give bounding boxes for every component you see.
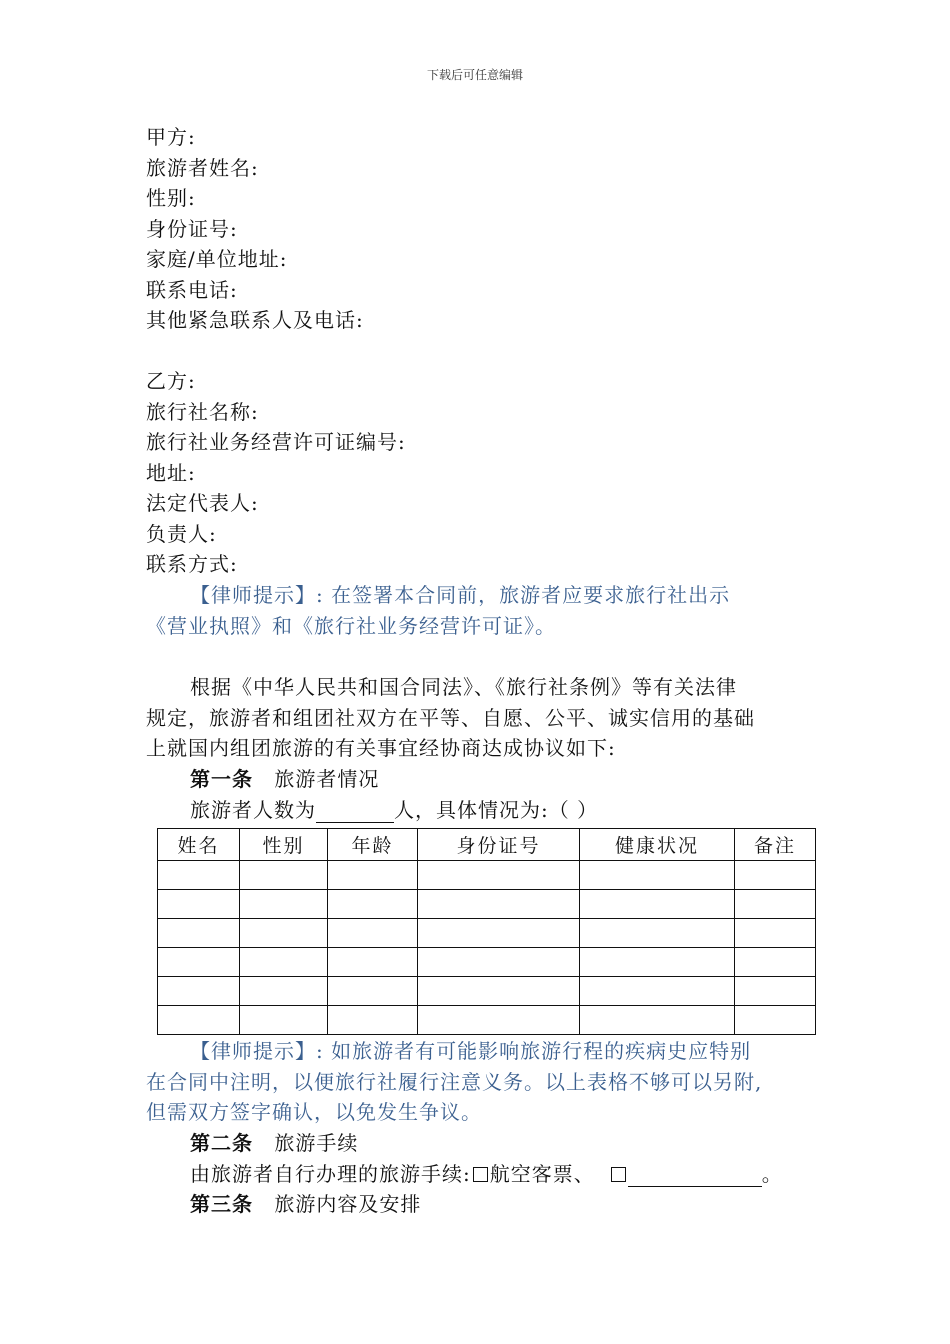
party-a-field-id: 身份证号: <box>146 217 238 241</box>
table-cell[interactable] <box>418 1006 580 1035</box>
traveler-table <box>157 828 816 1035</box>
table-cell[interactable] <box>418 919 580 948</box>
table-row <box>158 977 816 1006</box>
party-b-field-contact: 联系方式: <box>146 552 238 576</box>
table-row <box>158 861 816 890</box>
lawyer-tip-2-line2: 在合同中注明，以便旅行社履行注意义务。以上表格不够可以另附, <box>146 1070 763 1094</box>
table-cell[interactable] <box>240 948 328 977</box>
table-cell[interactable] <box>328 948 418 977</box>
table-cell[interactable] <box>580 948 735 977</box>
table-cell[interactable] <box>158 919 240 948</box>
lawyer-tip-1-text: : 在签署本合同前，旅游者应要求旅行社出示 <box>316 583 731 607</box>
article-2-number: 第二条 <box>190 1131 253 1155</box>
party-a-field-gender: 性别: <box>146 186 196 210</box>
party-a-field-emergency: 其他紧急联系人及电话: <box>146 308 364 332</box>
article-1-heading-line <box>190 766 379 792</box>
column-header-gender: 性别 <box>240 829 328 861</box>
table-row <box>158 890 816 919</box>
other-procedure-checkbox[interactable] <box>611 1167 626 1182</box>
column-header-name: 姓名 <box>158 829 240 861</box>
table-cell[interactable] <box>418 890 580 919</box>
travel-procedures-prefix: 由旅游者自行办理的旅游手续: <box>190 1162 471 1186</box>
table-cell[interactable] <box>735 861 816 890</box>
party-b-title: 乙方: <box>146 369 196 393</box>
table-cell[interactable] <box>735 919 816 948</box>
other-procedure-blank[interactable] <box>628 1164 762 1187</box>
article-2-heading-line <box>190 1130 358 1156</box>
intro-line1: 根据《中华人民共和国合同法》、《旅行社条例》等有关法律 <box>190 675 737 699</box>
travel-procedures-line <box>190 1161 783 1187</box>
intro-line3: 上就国内组团旅游的有关事宜经协商达成协议如下: <box>146 736 616 760</box>
lawyer-tip-1-line2: 《营业执照》和《旅行社业务经营许可证》。 <box>146 614 556 638</box>
table-cell[interactable] <box>328 919 418 948</box>
table-cell[interactable] <box>158 1006 240 1035</box>
traveler-count-prefix: 旅游者人数为 <box>190 798 316 822</box>
intro-line2: 规定，旅游者和组团社双方在平等、自愿、公平、诚实信用的基础 <box>146 706 755 730</box>
table-cell[interactable] <box>580 1006 735 1035</box>
party-b-field-license: 旅行社业务经营许可证编号: <box>146 430 406 454</box>
table-row <box>158 948 816 977</box>
table-cell[interactable] <box>328 977 418 1006</box>
table-cell[interactable] <box>158 890 240 919</box>
table-cell[interactable] <box>735 977 816 1006</box>
traveler-count-suffix: 人，具体情况为:（ ） <box>394 798 599 822</box>
party-a-field-address: 家庭/单位地址: <box>146 247 288 271</box>
lawyer-tip-1-line1 <box>190 582 730 608</box>
travel-procedures-end: 。 <box>761 1162 783 1186</box>
table-cell[interactable] <box>158 861 240 890</box>
party-b-field-address: 地址: <box>146 461 196 485</box>
lawyer-tip-2-line1 <box>190 1038 751 1064</box>
lawyer-tip-2-line3: 但需双方签字确认，以免发生争议。 <box>146 1100 482 1124</box>
article-2-title: 旅游手续 <box>274 1131 359 1155</box>
column-header-age: 年龄 <box>328 829 418 861</box>
table-cell[interactable] <box>580 890 735 919</box>
party-a-title: 甲方: <box>146 125 196 149</box>
party-b-field-manager: 负责人: <box>146 522 217 546</box>
column-header-health: 健康状况 <box>580 829 735 861</box>
traveler-count-blank[interactable] <box>316 800 394 823</box>
table-cell[interactable] <box>240 861 328 890</box>
air-ticket-label: 航空客票、 <box>489 1162 595 1186</box>
table-cell[interactable] <box>158 948 240 977</box>
table-cell[interactable] <box>240 1006 328 1035</box>
table-cell[interactable] <box>158 977 240 1006</box>
table-cell[interactable] <box>240 977 328 1006</box>
lawyer-tip-2-label: 【律师提示】 <box>190 1039 316 1063</box>
party-b-field-agency: 旅行社名称: <box>146 400 259 424</box>
lawyer-tip-1-label: 【律师提示】 <box>190 583 316 607</box>
table-header-row <box>158 829 816 861</box>
table-cell[interactable] <box>328 861 418 890</box>
lawyer-tip-2-text: : 如旅游者有可能影响旅游行程的疾病史应特别 <box>316 1039 752 1063</box>
table-cell[interactable] <box>240 890 328 919</box>
article-3-heading-line <box>190 1191 421 1217</box>
article-1-title: 旅游者情况 <box>274 767 380 791</box>
air-ticket-checkbox[interactable] <box>473 1167 488 1182</box>
column-header-notes: 备注 <box>735 829 816 861</box>
party-a-field-name: 旅游者姓名: <box>146 156 259 180</box>
article-3-title: 旅游内容及安排 <box>274 1192 422 1216</box>
party-a-field-phone: 联系电话: <box>146 278 238 302</box>
table-cell[interactable] <box>580 861 735 890</box>
table-cell[interactable] <box>418 948 580 977</box>
traveler-count-line <box>190 797 598 823</box>
table-cell[interactable] <box>418 861 580 890</box>
table-cell[interactable] <box>735 890 816 919</box>
article-3-number: 第三条 <box>190 1192 253 1216</box>
table-cell[interactable] <box>328 890 418 919</box>
table-cell[interactable] <box>735 948 816 977</box>
column-header-id: 身份证号 <box>418 829 580 861</box>
table-cell[interactable] <box>580 977 735 1006</box>
table-cell[interactable] <box>328 1006 418 1035</box>
party-b-field-legal-rep: 法定代表人: <box>146 491 259 515</box>
article-1-number: 第一条 <box>190 767 253 791</box>
table-cell[interactable] <box>735 1006 816 1035</box>
table-cell[interactable] <box>240 919 328 948</box>
table-row <box>158 919 816 948</box>
table-row <box>158 1006 816 1035</box>
table-cell[interactable] <box>418 977 580 1006</box>
page-header: 下载后可任意编辑 <box>426 68 523 82</box>
table-cell[interactable] <box>580 919 735 948</box>
